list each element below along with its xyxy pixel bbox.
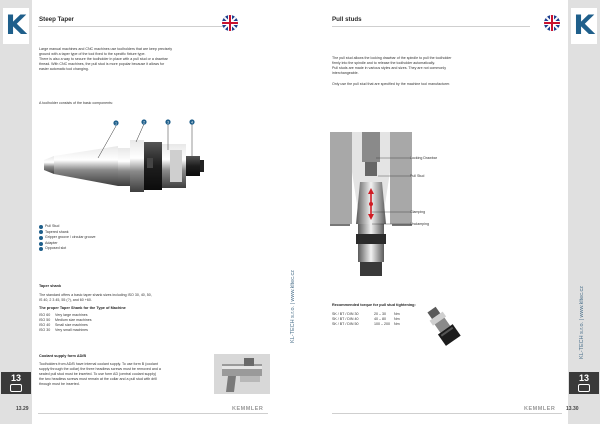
bullet-icon <box>39 236 43 240</box>
table-row: ISO 60 Very large machines <box>39 313 88 317</box>
intro-line: easier automatic tool changing. <box>39 67 89 71</box>
table-row: ISO 50 Medium size machines <box>39 318 92 322</box>
page-title: Steep Taper <box>39 16 74 23</box>
legend-item: Gripper groove / circular groove <box>39 235 96 241</box>
callout-2: 2 <box>143 120 145 125</box>
neck-part <box>118 148 130 186</box>
label-locking-drawbar: Locking Drawbar <box>410 156 437 160</box>
legend-item: Adapter <box>39 241 96 247</box>
intro-line: ground with a taper type of the tool fixed to the specific fixture type. <box>39 52 146 56</box>
side-website-text: KL-TECH s.r.o. | www.kltec.cz <box>290 270 296 343</box>
bullet-icon <box>39 247 43 251</box>
page-number: 13.29 <box>16 406 29 412</box>
taper-table-heading: The proper Taper Shank for the Type of Machine <box>39 306 126 310</box>
page-title: Pull studs <box>332 16 362 23</box>
section-tab[interactable] <box>569 372 599 394</box>
coolant-text: Toolholders from AD/B have internal coolant supply. To use form B (coolant supply through the collar) the three headless screws must be removed and a sealed pull stud must be inserted. To use form AD (central coolant supply) the two headless screws must remain at the collar and a pull stud with drill through must be inserted. <box>39 362 161 386</box>
legend-item: Tapered shank <box>39 230 96 236</box>
intro-paragraph: The pull stud allows the locking drawbar of the spindle to pull the toolholder firmly into the spindle and to release the toolholder automatically. Pull studs are made in various styles and sizes. They are not commonly interchangeable. <box>332 56 452 75</box>
header-divider <box>332 26 530 27</box>
page-number: 13.30 <box>566 406 579 412</box>
section-number: 13 <box>578 373 589 383</box>
callout-4: 4 <box>191 120 193 125</box>
callout-1: 1 <box>115 121 117 126</box>
label-pull-stud: Pull Stud <box>410 174 425 178</box>
book-icon <box>10 384 22 392</box>
intro-line: thread. With CNC machines, the pull stud is more popular because it allows for <box>39 62 165 66</box>
table-row: SK / BT / DIN 40 40 – 80 Nm <box>332 317 400 321</box>
taper-shank-text: The standard offers a basic taper shank sizes including ISO 30, 40, 50, IS 40, 2 3 45, 55 (?), and 60 +60. <box>39 293 152 302</box>
tapered-shank-shape <box>54 146 118 186</box>
pull-stud-photo <box>422 304 464 348</box>
bullet-icon <box>39 230 43 234</box>
kemmler-logo <box>571 8 597 44</box>
nose-part <box>44 156 54 174</box>
right-page <box>300 0 600 424</box>
uk-flag-icon <box>222 15 238 31</box>
bullet-icon <box>39 242 43 246</box>
section-tab[interactable] <box>1 372 31 394</box>
footer-divider <box>332 413 562 414</box>
taper-table <box>39 313 189 333</box>
bullet-icon <box>39 225 43 229</box>
intro-paragraph <box>39 47 234 72</box>
callout-3: 3 <box>167 120 169 125</box>
flange-part <box>130 140 144 192</box>
table-row: ISO 40 Small size machines <box>39 323 88 327</box>
toolholder-illustration <box>36 112 226 210</box>
logo-letter: K <box>573 10 595 41</box>
side-website-text: KL-TECH s.r.o. | www.kltec.cz <box>579 286 585 359</box>
diagram-leader-lines <box>370 150 410 230</box>
components-heading: A toolholder consists of the basic components: <box>39 101 113 105</box>
label-unclamping: Unclamping <box>410 222 429 226</box>
left-sidebar <box>0 0 32 424</box>
legend-item: Opposed slot <box>39 246 96 252</box>
coolant-photo <box>214 354 270 394</box>
table-row: SK / BT / DIN 30 20 – 30 Nm <box>332 312 400 316</box>
intro-line: There is also a way to secure the toolholder in place with a pull stud or a drawbar <box>39 57 168 61</box>
intro-line: Large manual machines and CNC machines use toolholders that are keep precisely <box>39 47 173 51</box>
uk-flag-icon <box>544 15 560 31</box>
taper-shank-heading: Taper shank <box>39 284 62 288</box>
table-row: SK / BT / DIN 50 100 – 200 Nm <box>332 322 400 326</box>
pull-stud-part <box>186 156 200 176</box>
section-number: 13 <box>10 373 21 383</box>
table-row: ISO 30 Very small machines <box>39 328 88 332</box>
footer-divider <box>38 413 268 414</box>
header-divider <box>38 26 236 27</box>
book-icon <box>578 384 590 392</box>
kemmler-logo <box>3 8 29 44</box>
coolant-heading: Coolant supply form AD/B <box>39 354 87 358</box>
recommended-heading: Recommended torque for pull stud tightening: <box>332 303 416 307</box>
right-sidebar <box>568 0 600 424</box>
note-text: Only use the pull stud that are specified by the machine tool manufacturer. <box>332 82 451 86</box>
footer-brand: KEMMLER <box>524 406 556 412</box>
logo-letter: K <box>5 10 27 41</box>
components-legend <box>39 224 96 252</box>
footer-brand: KEMMLER <box>232 406 264 412</box>
label-clamping: Clamping <box>410 210 426 214</box>
legend-item: Pull Stud <box>39 224 96 230</box>
